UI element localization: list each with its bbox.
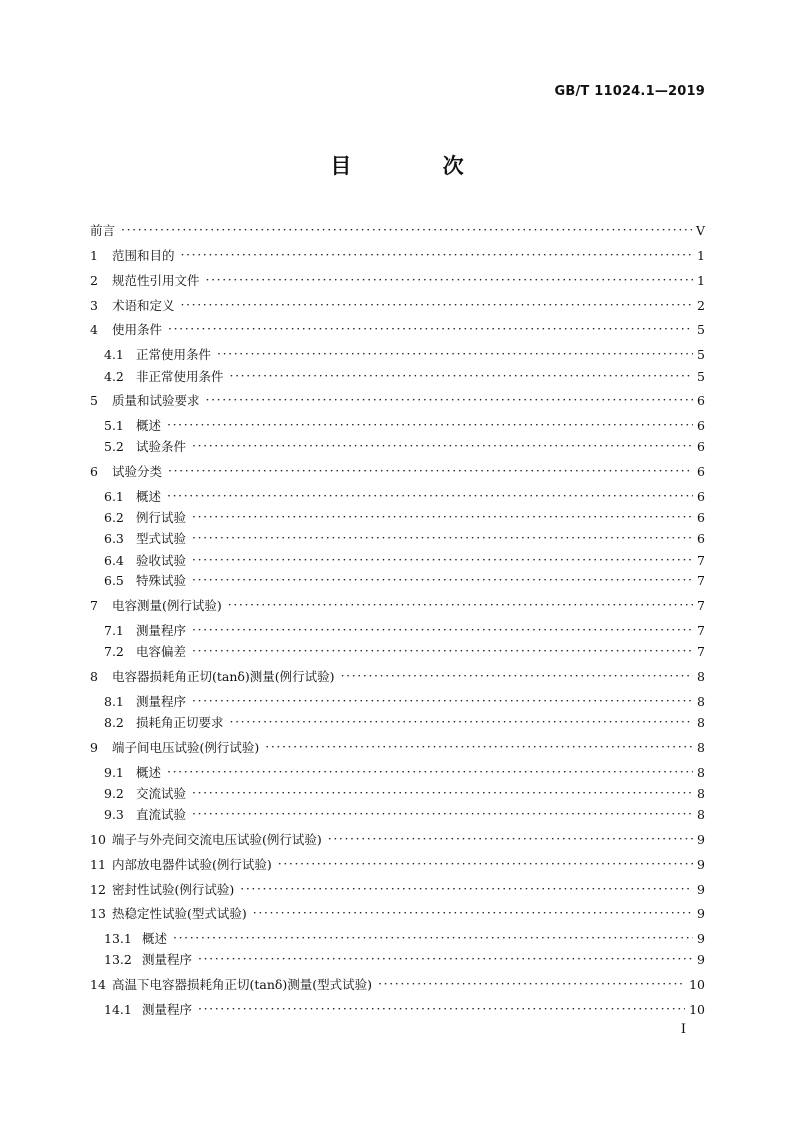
toc-entry-title: 端子与外壳间交流电压试验(例行试验) xyxy=(112,832,322,847)
toc-entry-title: 试验分类 xyxy=(112,464,163,479)
toc-entry[interactable] xyxy=(104,549,705,571)
toc-leader-dots xyxy=(217,343,693,365)
toc-entry-number: 9 xyxy=(90,739,98,755)
page-title: 目 次 xyxy=(330,154,506,178)
toc-entry-page: 7 xyxy=(697,643,705,659)
toc-entry-page: V xyxy=(695,222,705,238)
toc-entry-page: 6 xyxy=(697,509,705,525)
toc-entry-title: 规范性引用文件 xyxy=(112,273,200,288)
toc-entry-page: 8 xyxy=(697,668,705,684)
toc-entry[interactable] xyxy=(104,619,705,641)
toc-entry-number: 6.2 xyxy=(104,509,124,525)
toc-entry-page: 6 xyxy=(697,530,705,546)
toc-entry-page: 1 xyxy=(697,247,705,263)
toc-leader-dots xyxy=(278,853,693,875)
toc-entry[interactable] xyxy=(104,569,705,591)
toc-entry-page: 7 xyxy=(697,622,705,638)
toc-entry-page: 9 xyxy=(697,930,705,946)
toc-leader-dots xyxy=(181,294,693,316)
toc-entry-number: 5.2 xyxy=(104,438,124,454)
toc-entry[interactable] xyxy=(104,343,705,365)
toc-leader-dots xyxy=(192,640,693,662)
toc-entry-title: 概述 xyxy=(136,418,162,433)
toc-entry[interactable] xyxy=(104,365,705,387)
toc-leader-dots xyxy=(265,736,693,758)
toc-entry-title: 特殊试验 xyxy=(136,573,187,588)
toc-leader-dots xyxy=(167,485,693,507)
toc-entry-title: 电容测量(例行试验) xyxy=(112,598,222,613)
toc-entry-page: 7 xyxy=(697,597,705,613)
toc-entry-page: 10 xyxy=(689,1001,705,1017)
toc-entry-number: 14 xyxy=(90,976,106,992)
toc-entry[interactable] xyxy=(90,318,705,340)
toc-entry-page: 10 xyxy=(689,976,705,992)
toc-leader-dots xyxy=(378,973,685,995)
toc-entry-title: 测量程序 xyxy=(136,694,187,709)
toc-entry-title: 电容器损耗角正切(tanδ)测量(例行试验) xyxy=(112,669,335,684)
toc-entry-page: 1 xyxy=(697,272,705,288)
toc-entry[interactable] xyxy=(90,244,705,266)
toc-entry-page: 7 xyxy=(697,572,705,588)
toc-entry[interactable] xyxy=(104,640,705,662)
toc-entry[interactable] xyxy=(104,761,705,783)
toc-entry[interactable] xyxy=(90,878,705,900)
toc-leader-dots xyxy=(181,244,693,266)
toc-leader-dots xyxy=(253,902,693,924)
toc-entry[interactable] xyxy=(90,973,705,995)
toc-leader-dots xyxy=(167,761,693,783)
toc-entry-number: 1 xyxy=(90,247,98,263)
toc-entry-number: 7.2 xyxy=(104,643,124,659)
toc-entry-number: 6.5 xyxy=(104,572,124,588)
toc-entry-title: 前言 xyxy=(90,223,116,238)
toc-entry-number: 4.2 xyxy=(104,368,124,384)
toc-entry[interactable] xyxy=(90,269,705,291)
toc-entry-page: 8 xyxy=(697,714,705,730)
toc-entry-number: 4 xyxy=(90,321,98,337)
toc-leader-dots xyxy=(168,318,693,340)
toc-leader-dots xyxy=(192,569,693,591)
toc-entry-number: 9.1 xyxy=(104,764,124,780)
toc-entry-page: 8 xyxy=(697,806,705,822)
toc-entry-page: 6 xyxy=(697,463,705,479)
toc-entry-number: 7.1 xyxy=(104,622,124,638)
toc-entry-title: 验收试验 xyxy=(136,553,187,568)
toc-entry-page: 6 xyxy=(697,488,705,504)
toc-entry-page: 7 xyxy=(697,552,705,568)
toc-entry-title: 电容偏差 xyxy=(136,644,187,659)
toc-leader-dots xyxy=(192,527,693,549)
toc-entry[interactable] xyxy=(104,927,705,949)
toc-entry[interactable] xyxy=(104,414,705,436)
toc-entry-title: 概述 xyxy=(136,489,162,504)
toc-entry-number: 13 xyxy=(90,905,106,921)
toc-leader-dots xyxy=(168,460,693,482)
toc-entry-number: 13.1 xyxy=(104,930,132,946)
toc-entry-number: 9.2 xyxy=(104,785,124,801)
toc-entry-page: 5 xyxy=(697,368,705,384)
toc-entry[interactable] xyxy=(104,948,705,970)
toc-leader-dots xyxy=(240,878,693,900)
toc-entry[interactable] xyxy=(90,736,705,758)
toc-entry-page: 2 xyxy=(697,297,705,313)
toc-entry[interactable] xyxy=(90,902,705,924)
toc-entry-title: 概述 xyxy=(136,765,162,780)
toc-entry-number: 10 xyxy=(90,831,106,847)
toc-leader-dots xyxy=(198,948,693,970)
toc-entry[interactable] xyxy=(104,803,705,825)
toc-leader-dots xyxy=(230,365,693,387)
toc-entry-title: 直流试验 xyxy=(136,807,187,822)
toc-entry-number: 4.1 xyxy=(104,346,124,362)
toc-entry-number: 6.1 xyxy=(104,488,124,504)
toc-entry-number: 7 xyxy=(90,597,98,613)
toc-entry-title: 测量程序 xyxy=(136,623,187,638)
toc-entry-page: 6 xyxy=(697,392,705,408)
toc-entry-title: 概述 xyxy=(142,931,168,946)
toc-entry-title: 非正常使用条件 xyxy=(136,369,224,384)
toc-entry-number: 12 xyxy=(90,881,106,897)
toc-entry[interactable] xyxy=(90,294,705,316)
toc-entry[interactable] xyxy=(90,460,705,482)
toc-entry-title: 范围和目的 xyxy=(112,248,175,263)
toc-entry[interactable] xyxy=(90,853,705,875)
toc-entry-number: 6 xyxy=(90,463,98,479)
toc-entry[interactable] xyxy=(90,389,705,411)
toc-leader-dots xyxy=(230,711,693,733)
toc-leader-dots xyxy=(206,389,693,411)
toc-entry[interactable] xyxy=(90,594,705,616)
toc-leader-dots xyxy=(192,435,693,457)
toc-entry-title: 术语和定义 xyxy=(112,298,175,313)
toc-leader-dots xyxy=(198,998,685,1020)
toc-entry[interactable] xyxy=(104,527,705,549)
toc-entry[interactable] xyxy=(104,506,705,528)
toc-leader-dots xyxy=(228,594,693,616)
toc-entry-page: 6 xyxy=(697,417,705,433)
toc-entry-title: 型式试验 xyxy=(136,531,187,546)
toc-leader-dots xyxy=(167,414,693,436)
toc-entry[interactable] xyxy=(104,782,705,804)
toc-entry-page: 8 xyxy=(697,785,705,801)
toc-entry-page: 6 xyxy=(697,438,705,454)
toc-entry-title: 测量程序 xyxy=(142,1002,193,1017)
toc-entry[interactable] xyxy=(104,435,705,457)
toc-entry-page: 5 xyxy=(697,321,705,337)
toc-entry-number: 5 xyxy=(90,392,98,408)
standard-code: GB/T 11024.1—2019 xyxy=(554,84,705,99)
toc-entry-title: 密封性试验(例行试验) xyxy=(112,882,235,897)
toc-entry[interactable] xyxy=(104,711,705,733)
toc-leader-dots xyxy=(206,269,693,291)
toc-entry[interactable] xyxy=(90,665,705,687)
toc-entry-page: 5 xyxy=(697,346,705,362)
toc-entry-title: 热稳定性试验(型式试验) xyxy=(112,906,247,921)
toc-entry[interactable] xyxy=(104,485,705,507)
toc-leader-dots xyxy=(192,690,693,712)
toc-leader-dots xyxy=(173,927,693,949)
toc-entry-number: 8.2 xyxy=(104,714,124,730)
toc-entry-number: 13.2 xyxy=(104,951,132,967)
toc-leader-dots xyxy=(328,828,693,850)
toc-entry-number: 11 xyxy=(90,856,106,872)
toc-leader-dots xyxy=(192,803,693,825)
toc-entry-number: 6.4 xyxy=(104,552,124,568)
page-number: I xyxy=(680,1022,686,1037)
toc-entry-page: 9 xyxy=(697,831,705,847)
toc-entry[interactable] xyxy=(90,828,705,850)
toc-leader-dots xyxy=(192,549,693,571)
toc-entry-title: 高温下电容器损耗角正切(tanδ)测量(型式试验) xyxy=(112,977,373,992)
toc-entry-number: 3 xyxy=(90,297,98,313)
toc-entry-title: 交流试验 xyxy=(136,786,187,801)
toc-entry-number: 5.1 xyxy=(104,417,124,433)
toc-entry-title: 例行试验 xyxy=(136,510,187,525)
toc-entry-number: 6.3 xyxy=(104,530,124,546)
toc-entry-page: 9 xyxy=(697,881,705,897)
toc-entry-title: 损耗角正切要求 xyxy=(136,715,224,730)
toc-leader-dots xyxy=(341,665,693,687)
toc-entry-number: 9.3 xyxy=(104,806,124,822)
toc-entry-number: 8 xyxy=(90,668,98,684)
toc-entry-title: 使用条件 xyxy=(112,322,163,337)
toc-entry-page: 8 xyxy=(697,739,705,755)
toc-entry-page: 9 xyxy=(697,856,705,872)
toc-entry-page: 9 xyxy=(697,951,705,967)
toc-entry-title: 测量程序 xyxy=(142,952,193,967)
toc-entry-title: 质量和试验要求 xyxy=(112,393,200,408)
toc-leader-dots xyxy=(192,619,693,641)
toc-entry-number: 8.1 xyxy=(104,693,124,709)
toc-leader-dots xyxy=(192,782,693,804)
toc-entry[interactable] xyxy=(104,998,705,1020)
toc-entry-number: 14.1 xyxy=(104,1001,132,1017)
toc-entry-page: 9 xyxy=(697,905,705,921)
toc-entry-page: 8 xyxy=(697,764,705,780)
toc-entry[interactable] xyxy=(90,219,705,241)
toc-entry-title: 内部放电器件试验(例行试验) xyxy=(112,857,272,872)
toc-entry[interactable] xyxy=(104,690,705,712)
toc-leader-dots xyxy=(121,219,692,241)
toc-entry-title: 正常使用条件 xyxy=(136,347,212,362)
toc-leader-dots xyxy=(192,506,693,528)
toc-entry-title: 端子间电压试验(例行试验) xyxy=(112,740,260,755)
toc-entry-title: 试验条件 xyxy=(136,439,187,454)
toc-entry-page: 8 xyxy=(697,693,705,709)
toc-entry-number: 2 xyxy=(90,272,98,288)
